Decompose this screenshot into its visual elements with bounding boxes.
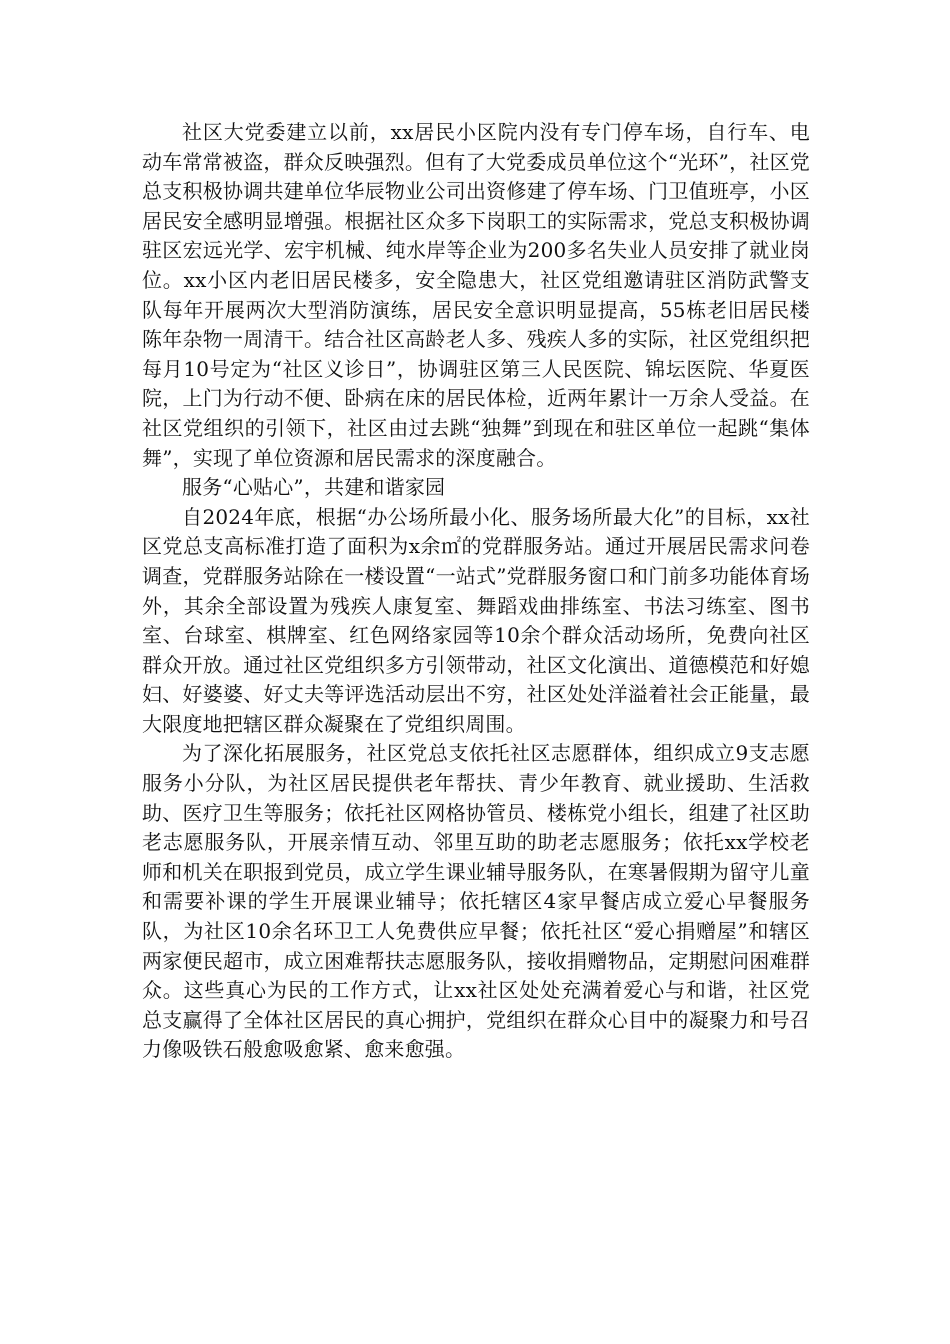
paragraph-parking-and-services: 社区大党委建立以前，xx居民小区院内没有专门停车场，自行车、电动车常常被盗，群众反映强烈。但有了大党委成员单位这个“光环”，社区党总支积极协调共建单位华辰物业公司出资修建了停车场、门卫值班亭，小区居民安全感明显增强。根据社区众多下岗职工的实际需求，党总支积极协调驻区宏远光学、宏宇机械、纯水岸等企业为200多名失业人员安排了就业岗位。xx小区内老旧居民楼多，安全隐患大，社区党组邀请驻区消防武警支队每年开展两次大型消防演练，居民安全意识明显提高，55栋老旧居民楼陈年杂物一周清干。结合社区高龄老人多、残疾人多的实际，社区党组织把每月10号定为“社区义诊日”，协调驻区第三人民医院、锦坛医院、华夏医院，上门为行动不便、卧病在床的居民体检，近两年累计一万余人受益。在社区党组织的引领下，社区由过去跳“独舞”到现在和驻区单位一起跳“集体舞”，实现了单位资源和居民需求的深度融合。 [142, 120, 810, 470]
paragraph-volunteer-teams: 为了深化拓展服务，社区党总支依托社区志愿群体，组织成立9支志愿服务小分队，为社区居民提供老年帮扶、青少年教育、就业援助、生活救助、医疗卫生等服务；依托社区网格协管员、楼栋党小组长，组建了社区助老志愿服务队，开展亲情互动、邻里互助的助老志愿服务；依托xx学校老师和机关在职报到党员，成立学生课业辅导服务队，在寒暑假期为留守儿童和需要补课的学生开展课业辅导；依托辖区4家早餐店成立爱心早餐服务队，为社区10余名环卫工人免费供应早餐；依托社区“爱心捐赠屋”和辖区两家便民超市，成立困难帮扶志愿服务队，接收捐赠物品，定期慰问困难群众。这些真心为民的工作方式，让xx社区处处充满着爱心与和谐，社区党总支赢得了全体社区居民的真心拥护，党组织在群众心目中的凝聚力和号召力像吸铁石般愈吸愈紧、愈来愈强。 [142, 741, 810, 1062]
document-page [142, 118, 810, 1065]
paragraph-service-station: 自2024年底，根据“办公场所最小化、服务场所最大化”的目标，xx社区党总支高标准打造了面积为x余㎡的党群服务站。通过开展居民需求问卷调查，党群服务站除在一楼设置“一站式”党群服务窗口和门前多功能体育场外，其余全部设置为残疾人康复室、舞蹈戏曲排练室、书法习练室、图书室、台球室、棋牌室、红色网络家园等10余个群众活动场所，免费向社区群众开放。通过社区党组织多方引领带动，社区文化演出、道德模范和好媳妇、好婆婆、好丈夫等评选活动层出不穷，社区处处洋溢着社会正能量，最大限度地把辖区群众凝聚在了党组织周围。 [142, 504, 810, 736]
section-heading: 服务“心贴心”，共建和谐家园 [182, 475, 446, 500]
